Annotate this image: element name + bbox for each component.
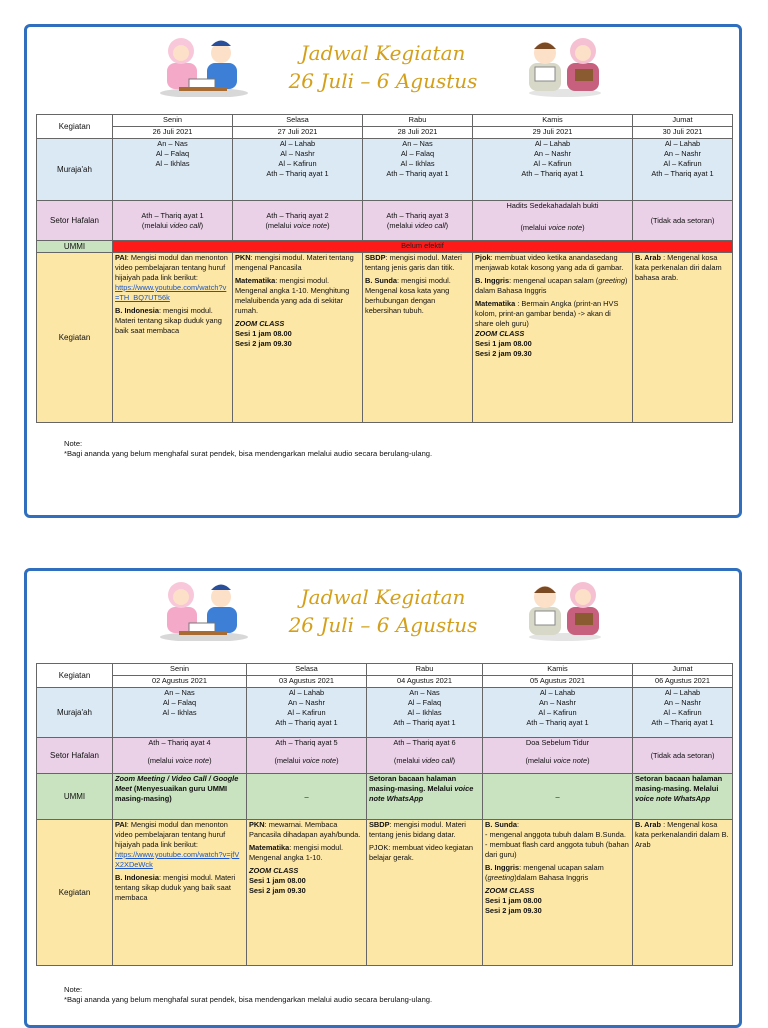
setor-selasa: Ath – Thariq ayat 2 (melalui voice note): [233, 201, 363, 241]
schedule-title: [27, 39, 739, 95]
kegiatan-jumat: B. Arab : Mengenal kosa kata perkenalandiri dalam B. Arab: [633, 820, 733, 966]
setor-kamis: Doa Sebelum Tidur (melalui voice note): [483, 738, 633, 774]
kegiatan-selasa: PKN: mengisi modul. Materi tentang mengenal Pancasila Matematika: mengisi modul. Mengenal angka 1-10. Menghitung melaluibenda yang ada di sekitar rumah. ZOOM CLASS Sesi 1 jam 08.00 Sesi 2 jam 09.30: [233, 253, 363, 423]
day-senin: Senin: [113, 115, 233, 127]
label-murajaah: Muraja'ah: [37, 139, 113, 201]
title-line1: Jadwal Kegiatan: [300, 585, 466, 609]
card-header: [27, 571, 739, 655]
day-row: [37, 664, 733, 676]
murajaah-rabu: An – Nas Al – Falaq Al – Ikhlas Ath – Thariq ayat 1: [363, 139, 473, 201]
label-kegiatan: Kegiatan: [37, 664, 113, 688]
date-jumat: 06 Agustus 2021: [633, 676, 733, 688]
murajaah-row: [37, 139, 733, 201]
murajaah-selasa: Al – Lahab Al – Nashr Al – Kafirun Ath – Thariq ayat 1: [233, 139, 363, 201]
kegiatan-senin: PAI: Mengisi modul dan menonton video pembelajaran tentang huruf hijaiyah pada link berikut: https://www.youtube.com/watch?v=jfVX2XDeWck B. Indonesia: mengisi modul. Materi tentang sikap duduk yang baik saat membaca: [113, 820, 247, 966]
day-jumat: Jumat: [633, 115, 733, 127]
date-senin: 26 Juli 2021: [113, 127, 233, 139]
schedule-table-week1: [36, 114, 733, 423]
date-row: [37, 127, 733, 139]
day-selasa: Selasa: [233, 115, 363, 127]
setor-senin: Ath – Thariq ayat 1 (melalui video call): [113, 201, 233, 241]
day-jumat: Jumat: [633, 664, 733, 676]
youtube-link[interactable]: https://www.youtube.com/watch?v=TH_BQ7UT56k: [115, 283, 227, 302]
schedule-table-week2: [36, 663, 733, 966]
kegiatan-selasa: PKN: mewarnai. Membaca Pancasila dihadapan ayah/bunda. Matematika: mengisi modul. Mengenal angka 1-10. ZOOM CLASS Sesi 1 jam 08.00 Sesi 2 jam 09.30: [247, 820, 367, 966]
label-kegiatan: Kegiatan: [37, 115, 113, 139]
kegiatan-senin: PAI: Mengisi modul dan menonton video pembelajaran tentang huruf hijaiyah pada link berikut: https://www.youtube.com/watch?v=TH_BQ7UT56k B. Indonesia: mengisi modul. Materi tentang sikap duduk yang baik saat membaca: [113, 253, 233, 423]
kegiatan-row: [37, 253, 733, 423]
ummi-status: Belum efektif: [113, 241, 733, 253]
title-line1: Jadwal Kegiatan: [300, 41, 466, 65]
label-setor: Setor Hafalan: [37, 738, 113, 774]
label-ummi: UMMI: [37, 774, 113, 820]
kegiatan-rabu: SBDP: mengisi modul. Materi tentang jenis garis dan titik. B. Sunda: mengisi modul. Mengenal kosa kata yang berhubungan dengan kebersihan tubuh.: [363, 253, 473, 423]
day-senin: Senin: [113, 664, 247, 676]
label-ummi: UMMI: [37, 241, 113, 253]
date-kamis: 05 Agustus 2021: [483, 676, 633, 688]
children-reading-illustration: [525, 577, 605, 641]
note: Note: *Bagi ananda yang belum menghafal surat pendek, bisa mendengarkan melalui audio secara berulang-ulang.: [64, 439, 433, 458]
ummi-senin: Zoom Meeting / Video Call / Google Meet (Menyesuaikan guru UMMI masing-masing): [113, 774, 247, 820]
day-row: [37, 115, 733, 127]
setor-senin: Ath – Thariq ayat 4 (melalui voice note): [113, 738, 247, 774]
setor-jumat: (Tidak ada setoran): [633, 201, 733, 241]
murajaah-selasa: Al – Lahab An – Nashr Al – Kafirun Ath – Thariq ayat 1: [247, 688, 367, 738]
schedule-card-week1: [24, 24, 742, 518]
setor-kamis: Hadits Sedekahadalah bukti (melalui voice note): [473, 201, 633, 241]
children-reading-illustration: [525, 33, 605, 97]
murajaah-kamis: Al – Lahab An – Nashr Al – Kafirun Ath – Thariq ayat 1: [473, 139, 633, 201]
date-kamis: 29 Juli 2021: [473, 127, 633, 139]
murajaah-jumat: Al – Lahab An – Nashr Al – Kafirun Ath – Thariq ayat 1: [633, 139, 733, 201]
setor-rabu: Ath – Thariq ayat 6 (melalui video call): [367, 738, 483, 774]
date-selasa: 27 Juli 2021: [233, 127, 363, 139]
note: Note: *Bagi ananda yang belum menghafal surat pendek, bisa mendengarkan melalui audio secara berulang-ulang.: [64, 985, 433, 1004]
setor-row: [37, 738, 733, 774]
kegiatan-kamis: B. Sunda: - mengenal anggota tubuh dalam B.Sunda. - membuat flash card anggota tubuh (bahan dari guru) B. Inggris: mengenal ucapan salam (greeting)dalam Bahasa Inggris ZOOM CLASS Sesi 1 jam 08.00 Sesi 2 jam 09.30: [483, 820, 633, 966]
kegiatan-jumat: B. Arab : Mengenal kosa kata perkenalan diri dalam bahasa arab.: [633, 253, 733, 423]
date-senin: 02 Agustus 2021: [113, 676, 247, 688]
murajaah-rabu: An – Nas Al – Falaq Al – Ikhlas Ath – Thariq ayat 1: [367, 688, 483, 738]
date-rabu: 04 Agustus 2021: [367, 676, 483, 688]
ummi-row: [37, 241, 733, 253]
day-rabu: Rabu: [367, 664, 483, 676]
title-line2: 26 Juli – 6 Agustus: [288, 613, 478, 637]
youtube-link[interactable]: https://www.youtube.com/watch?v=jfVX2XDeWck: [115, 850, 240, 869]
ummi-rabu: Setoran bacaan halaman masing-masing. Melalui voice note WhatsApp: [367, 774, 483, 820]
date-jumat: 30 Juli 2021: [633, 127, 733, 139]
day-kamis: Kamis: [473, 115, 633, 127]
label-kegiatan-row: Kegiatan: [37, 820, 113, 966]
setor-row: [37, 201, 733, 241]
card-header: [27, 27, 739, 111]
label-murajaah: Muraja'ah: [37, 688, 113, 738]
murajaah-jumat: Al – Lahab An – Nashr Al – Kafirun Ath – Thariq ayat 1: [633, 688, 733, 738]
kegiatan-row: [37, 820, 733, 966]
label-setor: Setor Hafalan: [37, 201, 113, 241]
setor-jumat: (Tidak ada setoran): [633, 738, 733, 774]
day-selasa: Selasa: [247, 664, 367, 676]
ummi-jumat: Setoran bacaan halaman masing-masing. Melalui voice note WhatsApp: [633, 774, 733, 820]
murajaah-kamis: Al – Lahab An – Nashr Al – Kafirun Ath – Thariq ayat 1: [483, 688, 633, 738]
day-rabu: Rabu: [363, 115, 473, 127]
setor-selasa: Ath – Thariq ayat 5 (melalui voice note): [247, 738, 367, 774]
murajaah-row: [37, 688, 733, 738]
day-kamis: Kamis: [483, 664, 633, 676]
label-kegiatan-row: Kegiatan: [37, 253, 113, 423]
murajaah-senin: An – Nas Al – Falaq Al – Ikhlas: [113, 688, 247, 738]
ummi-selasa: –: [247, 774, 367, 820]
schedule-title: [27, 583, 739, 639]
kegiatan-rabu: SBDP: mengisi modul. Materi tentang jenis bidang datar. PJOK: membuat video kegiatan belajar gerak.: [367, 820, 483, 966]
date-selasa: 03 Agustus 2021: [247, 676, 367, 688]
kegiatan-kamis: Pjok: membuat video ketika anandasedang menjawab kotak kosong yang ada di gambar. B. Inggris: mengenal ucapan salam (greeting) dalam Bahasa Inggris Matematika : Bermain Angka (print-an HVS kolom, print-an gambar benda) -> akan di share oleh guru) ZOOM CLASS Sesi 1 jam 08.00 Sesi 2 jam 09.30: [473, 253, 633, 423]
murajaah-senin: An – Nas Al – Falaq Al – Ikhlas: [113, 139, 233, 201]
ummi-kamis: –: [483, 774, 633, 820]
date-rabu: 28 Juli 2021: [363, 127, 473, 139]
setor-rabu: Ath – Thariq ayat 3 (melalui video call): [363, 201, 473, 241]
ummi-row: [37, 774, 733, 820]
date-row: [37, 676, 733, 688]
title-line2: 26 Juli – 6 Agustus: [288, 69, 478, 93]
schedule-card-week2: [24, 568, 742, 1028]
